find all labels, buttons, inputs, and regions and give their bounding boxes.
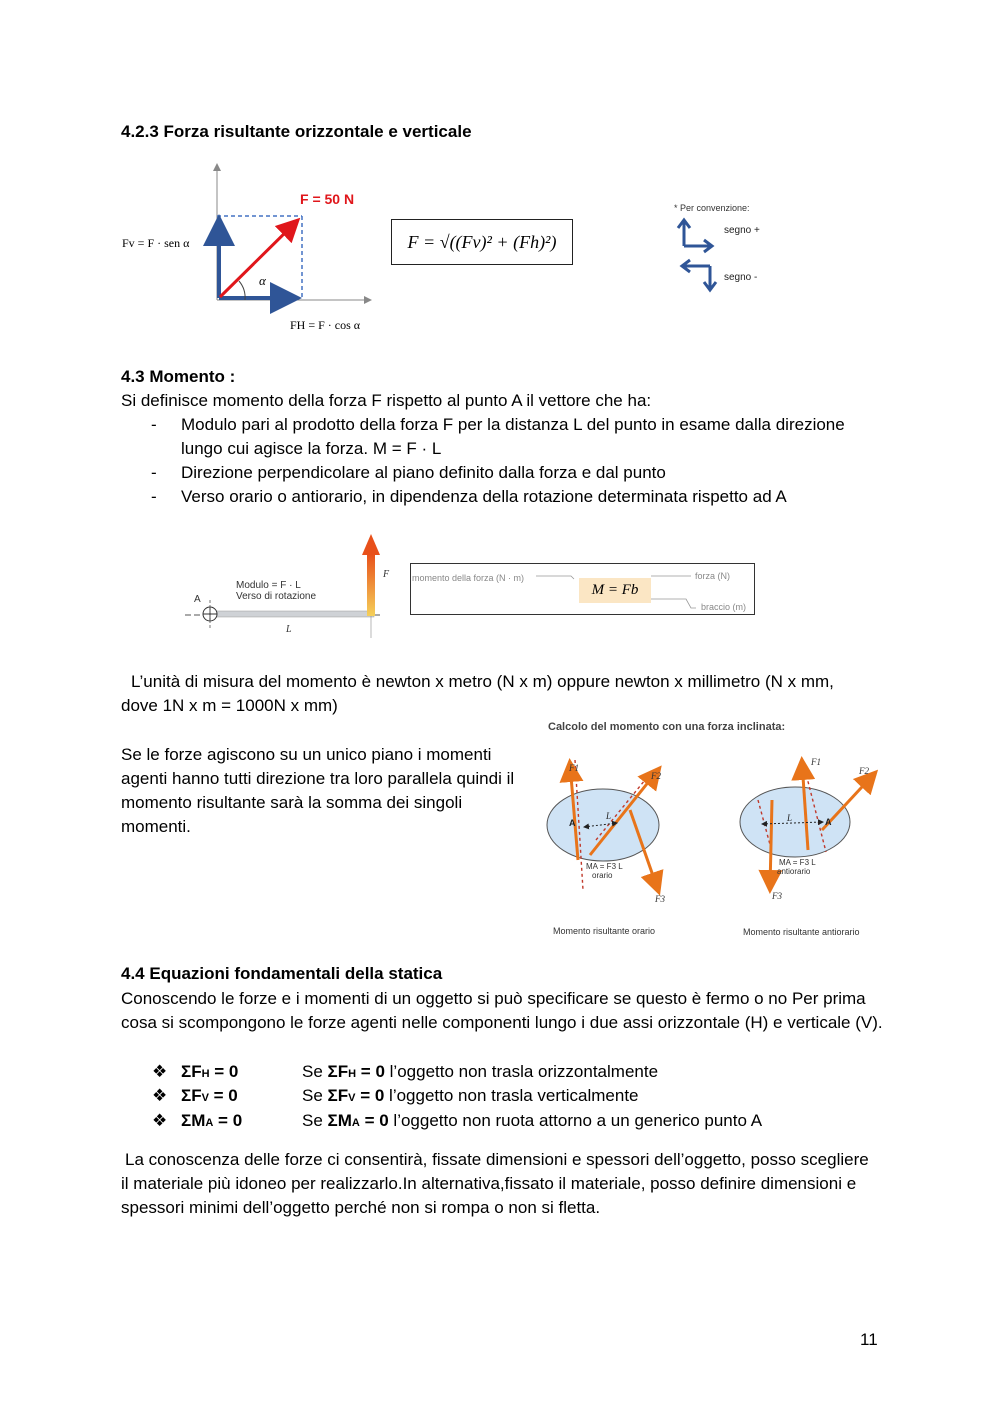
fv-label: Fv = F · sen α	[122, 236, 190, 250]
a-label-left: A	[569, 818, 576, 828]
moment-arm-label: braccio (m)	[701, 602, 747, 612]
closing-paragraph: La conoscenza delle forze ci consentirà, fissate dimensioni e spessori dell’oggetto, posso scegliere il materiale più idoneo per realizzarlo.In alternativa,fissato il materiale, posso definire dimensioni e spessori minimi dell’oggetto perché non si rompa o non si fletta.	[121, 1150, 869, 1217]
caption-right: Momento risultante antiorario	[743, 927, 860, 937]
formula-right: MA = F3 L	[779, 858, 816, 867]
convention-arrows	[676, 214, 726, 294]
convention-plus: segno +	[724, 225, 760, 236]
statics-intro: Conoscendo le forze e i momenti di un oggetto si può specificare se questo è fermo o no Per prima cosa si scompongono le forze agenti nelle componenti lungo i due assi orizzontale (H) e verticale (V).	[121, 989, 883, 1032]
moment-formula-highlight	[579, 578, 651, 603]
section-heading-4-3: 4.3 Momento :	[121, 367, 236, 386]
lever-bar	[210, 611, 374, 617]
lever-point-a: A	[194, 594, 201, 605]
moment-intro: Si definisce momento della forza F rispetto al punto A il vettore che ha:	[121, 391, 652, 410]
lever-force-f: F	[383, 569, 390, 580]
inclined-figure-title: Calcolo del momento con una forza inclinata:	[548, 721, 786, 733]
a-label-right: A	[825, 817, 832, 827]
sense-right: antiorario	[777, 867, 811, 876]
f2-label-left: F2	[651, 771, 661, 781]
moment-formula: M = Fb	[591, 582, 639, 598]
body-ellipse-left	[547, 789, 659, 861]
moment-bullet-list	[121, 413, 861, 509]
formula-left: MA = F3 L	[586, 862, 623, 871]
list-item: - Direzione perpendicolare al piano definito dalla forza e dal punto	[151, 463, 666, 482]
sense-left: orario	[592, 871, 613, 880]
convention-minus: segno -	[724, 272, 758, 283]
l-label-right: L	[787, 813, 793, 823]
lever-verso: Verso di rotazione	[236, 591, 317, 602]
units-paragraph: L’unità di misura del momento è newton x metro (N x m) oppure newton x millimetro (N x mm, dove 1N x m = 1000N x mm)	[121, 672, 834, 715]
force-label: F = 50 N	[300, 191, 355, 207]
resultant-formula: F = √((Fv)² + (Fh)²)	[407, 231, 557, 252]
plane-paragraph: Se le forze agiscono su un unico piano i momenti agenti hanno tutti direzione tra loro parallela quindi il momento risultante sarà la somma dei singoli momenti.	[121, 745, 515, 836]
f3-label-right: F3	[772, 891, 782, 901]
convention-title: * Per convenzione:	[674, 203, 750, 213]
section-heading-4-2-3: 4.2.3 Forza risultante orizzontale e verticale	[121, 122, 472, 141]
page-number: 11	[860, 1330, 878, 1349]
equation-row: ❖ ΣFH = 0 Se ΣFH = 0 l’oggetto non trasla orizzontalmente	[152, 1060, 872, 1084]
inclined-force-figure	[540, 740, 900, 930]
caption-left: Momento risultante orario	[553, 926, 656, 936]
alpha-label: α	[259, 273, 266, 288]
f3-arrow-right	[770, 800, 772, 888]
f1-label-left: F1	[569, 763, 579, 773]
f2-label-right: F2	[859, 766, 869, 776]
force-f-arrow	[367, 554, 375, 616]
resultant-formula-box	[391, 219, 573, 265]
f3-label-left: F3	[655, 894, 665, 904]
lever-length-l: L	[286, 624, 292, 635]
lever-modulo: Modulo = F · L	[236, 580, 301, 591]
f1-label-right: F1	[811, 757, 821, 767]
diamond-bullet-icon: ❖	[152, 1086, 168, 1105]
l-label-left: L	[606, 811, 612, 821]
diamond-bullet-icon: ❖	[152, 1111, 168, 1130]
moment-formula-box	[410, 563, 755, 615]
force-arrow	[220, 222, 296, 297]
body-ellipse-right	[740, 787, 850, 857]
list-item: - Verso orario o antiorario, in dipendenza della rotazione determinata rispetto ad A	[151, 487, 787, 506]
moment-force-label: forza (N)	[695, 571, 731, 581]
fh-label: FH = F · cos α	[290, 318, 361, 332]
moment-left-label: momento della forza (N · m)	[412, 573, 525, 583]
list-item: - Modulo pari al prodotto della forza F per la distanza L del punto in esame dalla direzione lungo cui agisce la forza. M = F · L	[151, 415, 845, 458]
equation-row: ❖ ΣFV = 0 Se ΣFV = 0 l’oggetto non trasla verticalmente	[152, 1084, 872, 1108]
diamond-bullet-icon: ❖	[152, 1062, 168, 1081]
equation-row: ❖ ΣMA = 0 Se ΣMA = 0 l’oggetto non ruota attorno a un generico punto A	[152, 1109, 872, 1133]
section-heading-4-4: 4.4 Equazioni fondamentali della statica	[121, 964, 443, 983]
